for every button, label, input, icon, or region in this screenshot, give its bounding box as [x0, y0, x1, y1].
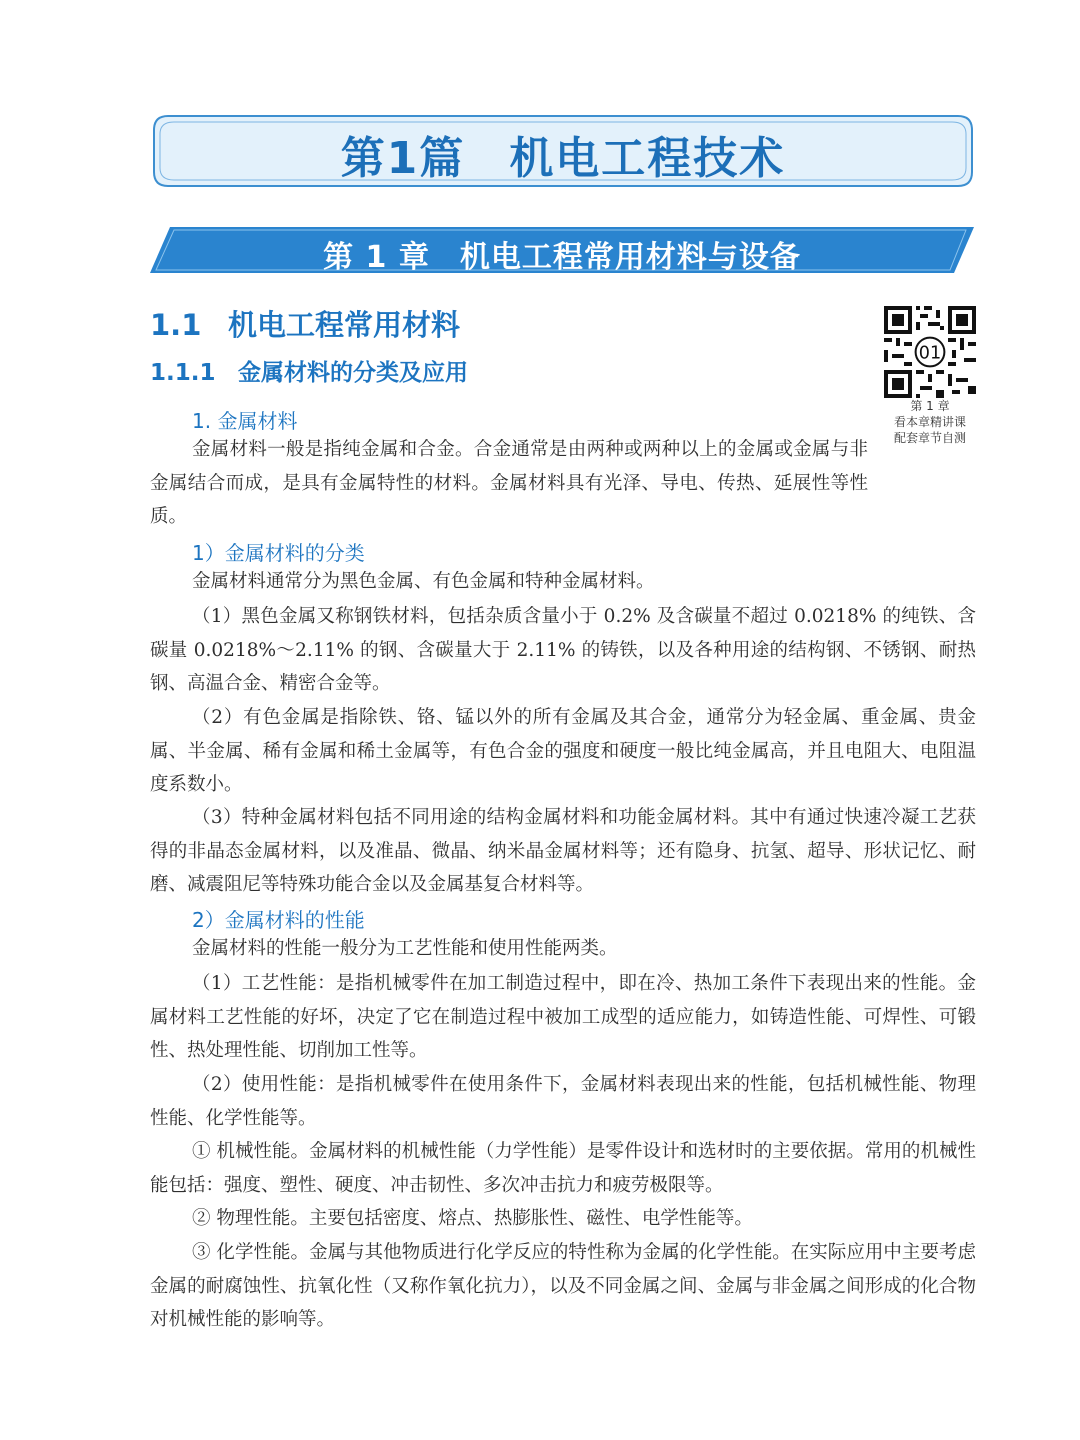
qr-caption-line: 第 1 章 — [910, 399, 950, 413]
section-number: 1.1 — [150, 308, 202, 342]
paragraph-classification: 金属材料通常分为黑色金属、有色金属和特种金属材料。 — [192, 571, 655, 592]
heading-classification: 1）金属材料的分类 — [192, 541, 365, 565]
subsection-number: 1.1.1 — [150, 360, 216, 386]
paragraph-intro: 金属材料一般是指纯金属和合金。合金通常是由两种或两种以上的金属或金属与非金属结合而成，是具有金属特性的材料。金属材料具有光泽、导电、传热、延展性等性质。 — [150, 439, 868, 527]
chapter-name: 机电工程常用材料与设备 — [459, 240, 801, 275]
paragraph-ferrous: （1）黑色金属又称钢铁材料，包括杂质含量小于 0.2% 及含碳量不超过 0.0218% 的纯铁、含碳量 0.0218%～2.11% 的钢、含碳量大于 2.11% 的铸铁，以及各种用途的结构钢、不锈钢、耐热钢、高温合金、精密合金等。 — [150, 606, 976, 694]
qr-caption-line: 配套章节自测 — [893, 431, 966, 445]
qr-caption — [872, 398, 988, 446]
chapter-title — [148, 232, 976, 276]
section-title: 机电工程常用材料 — [228, 308, 461, 342]
section-heading — [150, 303, 460, 344]
chapter-banner — [148, 225, 976, 275]
paragraph-service-properties: （2）使用性能：是指机械零件在使用条件下，金属材料表现出来的性能，包括机械性能、物理性能、化学性能等。 — [150, 1074, 976, 1129]
paragraph-chemical: ③ 化学性能。金属与其他物质进行化学反应的特性称为金属的化学性能。在实际应用中主要考虑金属的耐腐蚀性、抗氧化性（又称作氧化抗力），以及不同金属之间、金属与非金属之间形成的化合物对机械性能的影响等。 — [150, 1242, 976, 1330]
heading-metal-materials: 1. 金属材料 — [192, 409, 298, 433]
heading-properties: 2）金属材料的性能 — [192, 908, 365, 932]
paragraph-process-properties: （1）工艺性能：是指机械零件在加工制造过程中，即在冷、热加工条件下表现出来的性能。金属材料工艺性能的好坏，决定了它在制造过程中被加工成型的适应能力，如铸造性能、可焊性、可锻性、热处理性能、切削加工性等。 — [150, 973, 976, 1061]
qr-code-icon[interactable] — [884, 306, 976, 398]
paragraph-special-metals: （3）特种金属材料包括不同用途的结构金属材料和功能金属材料。其中有通过快速冷凝工艺获得的非晶态金属材料，以及准晶、微晶、纳米晶金属材料等；还有隐身、抗氢、超导、形状记忆、耐磨、减震阻尼等特殊功能合金以及金属基复合材料等。 — [150, 807, 976, 895]
paragraph-nonferrous: （2）有色金属是指除铁、铬、锰以外的所有金属及其合金，通常分为轻金属、重金属、贵金属、半金属、稀有金属和稀土金属等，有色合金的强度和硬度一般比纯金属高，并且电阻大、电阻温度系数小。 — [150, 707, 976, 795]
part-banner — [150, 112, 976, 190]
part-number: 第1篇 — [340, 133, 466, 184]
part-title — [150, 122, 976, 186]
chapter-number: 第 1 章 — [323, 240, 430, 275]
paragraph-mechanical: ① 机械性能。金属材料的机械性能（力学性能）是零件设计和选材时的主要依据。常用的机械性能包括：强度、塑性、硬度、冲击韧性、多次冲击抗力和疲劳极限等。 — [150, 1141, 976, 1196]
qr-caption-line: 看本章精讲课 — [893, 415, 966, 429]
subsection-heading — [150, 354, 468, 387]
qr-badge: 01 — [918, 343, 942, 364]
paragraph-physical: ② 物理性能。主要包括密度、熔点、热膨胀性、磁性、电学性能等。 — [192, 1208, 753, 1229]
part-name: 机电工程技术 — [509, 133, 786, 184]
paragraph-properties: 金属材料的性能一般分为工艺性能和使用性能两类。 — [192, 938, 618, 959]
subsection-title: 金属材料的分类及应用 — [238, 360, 468, 386]
